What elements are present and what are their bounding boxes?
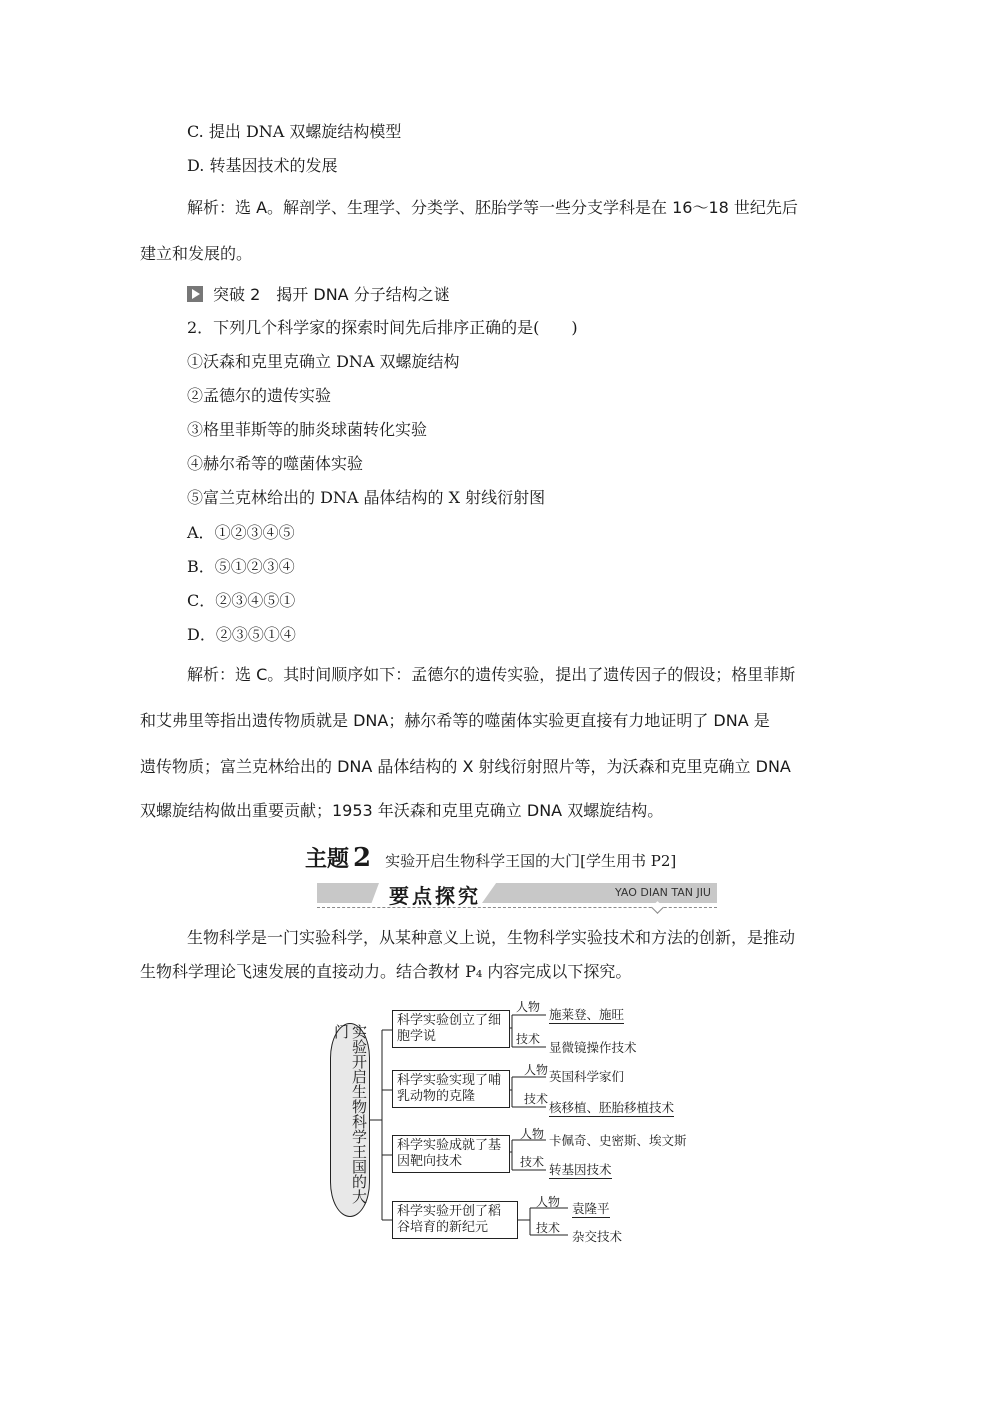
diagram-root (330, 1023, 370, 1217)
q2-option-d (187, 625, 296, 645)
section-label: 突破 2 (213, 285, 261, 304)
q1-option-c (187, 122, 401, 142)
topic-number: 2 (353, 843, 372, 873)
section-banner (317, 880, 717, 908)
branch-1-tech: 显微镜操作技术 (549, 1040, 637, 1055)
concept-diagram (330, 995, 710, 1255)
branch-3-person: 卡佩奇、史密斯、埃文斯 (549, 1133, 687, 1148)
banner-title: 要点探究 (389, 884, 481, 908)
q2-analysis-line-2: 和艾弗里等指出遗传物质就是 DNA；赫尔希等的噬菌体实验更直接有力地证明了 DNA 是 (140, 711, 770, 730)
q1-analysis-line-1: 解析：选 A。解剖学、生理学、分类学、胚胎学等一些分支学科是在 16～18 世纪先后 (187, 198, 798, 217)
option-text: 提出 DNA 双螺旋结构模型 (208, 122, 402, 141)
q2-option-a (187, 523, 295, 543)
person-label: 人物 (536, 1195, 561, 1209)
diagram-branch-box-4: 科学实验开创了稻谷培育的新纪元 (392, 1201, 518, 1239)
tech-label: 技术 (524, 1092, 549, 1106)
person-label: 人物 (524, 1063, 549, 1077)
option-text: ②③⑤①④ (215, 625, 296, 644)
person-label: 人物 (516, 1000, 541, 1014)
diagram-branch-box-2: 科学实验实现了哺乳动物的克隆 (392, 1070, 510, 1108)
option-letter: D． (187, 625, 216, 644)
q2-stem: 2．下列几个科学家的探索时间先后排序正确的是( ) (187, 318, 578, 337)
branch-2-person: 英国科学家们 (549, 1069, 625, 1084)
topic-heading (305, 842, 676, 873)
diagram-root-text: 实验开启生物科学王国的大门 (332, 1024, 368, 1204)
tech-label: 技术 (516, 1032, 541, 1046)
q2-item-4: ④赫尔希等的噬菌体实验 (187, 454, 364, 473)
option-letter: B． (187, 557, 215, 576)
option-letter: C. (187, 122, 204, 141)
q2-item-3: ③格里菲斯等的肺炎球菌转化实验 (187, 420, 428, 439)
topic-title: 实验开启生物科学王国的大门[学生用书 P2] (385, 852, 677, 870)
q2-analysis-line-1: 解析：选 C。其时间顺序如下：孟德尔的遗传实验，提出了遗传因子的假设；格里菲斯 (187, 665, 796, 684)
q2-option-b (187, 557, 295, 577)
diagram-branch-box-3: 科学实验成就了基因靶向技术 (392, 1135, 510, 1173)
q2-analysis-line-3: 遗传物质；富兰克林给出的 DNA 晶体结构的 X 射线衍射照片等，为沃森和克里克确立 DNA (140, 757, 791, 776)
option-text: ⑤①②③④ (214, 557, 295, 576)
section-heading (187, 282, 450, 305)
person-label: 人物 (520, 1127, 545, 1141)
branch-4-person: 袁隆平 (572, 1201, 610, 1216)
q2-option-c (187, 591, 295, 611)
option-text: 转基因技术的发展 (209, 156, 338, 175)
intro-line-2: 生物科学理论飞速发展的直接动力。结合教材 P₄ 内容完成以下探究。 (140, 962, 632, 981)
banner-subtitle: YAO DIAN TAN JIU (615, 886, 711, 899)
q2-item-1: ①沃森和克里克确立 DNA 双螺旋结构 (187, 352, 460, 371)
option-letter: A． (187, 523, 215, 542)
chevron-down-icon (651, 901, 664, 914)
option-letter: C． (187, 591, 216, 610)
play-icon (187, 286, 203, 302)
branch-3-tech: 转基因技术 (549, 1162, 612, 1177)
branch-4-tech: 杂交技术 (572, 1229, 623, 1244)
option-letter: D. (187, 156, 205, 175)
topic-tag-text: 主题 (305, 847, 350, 872)
section-title: 揭开 DNA 分子结构之谜 (276, 285, 450, 304)
q2-item-2: ②孟德尔的遗传实验 (187, 386, 332, 405)
banner-bar-left (317, 883, 379, 903)
q1-analysis-line-2: 建立和发展的。 (140, 244, 253, 263)
q1-option-d (187, 156, 337, 176)
option-text: ②③④⑤① (215, 591, 296, 610)
intro-line-1: 生物科学是一门实验科学，从某种意义上说，生物科学实验技术和方法的创新，是推动 (187, 928, 796, 947)
branch-2-tech: 核移植、胚胎移植技术 (549, 1100, 675, 1115)
tech-label: 技术 (536, 1221, 561, 1235)
tech-label: 技术 (520, 1155, 545, 1169)
topic-tag (305, 842, 371, 873)
q2-item-5: ⑤富兰克林给出的 DNA 晶体结构的 X 射线衍射图 (187, 488, 546, 507)
branch-1-person: 施莱登、施旺 (549, 1007, 625, 1022)
q2-analysis-line-4: 双螺旋结构做出重要贡献；1953 年沃森和克里克确立 DNA 双螺旋结构。 (140, 801, 664, 820)
diagram-branch-box-1: 科学实验创立了细胞学说 (392, 1010, 510, 1048)
option-text: ①②③④⑤ (214, 523, 295, 542)
